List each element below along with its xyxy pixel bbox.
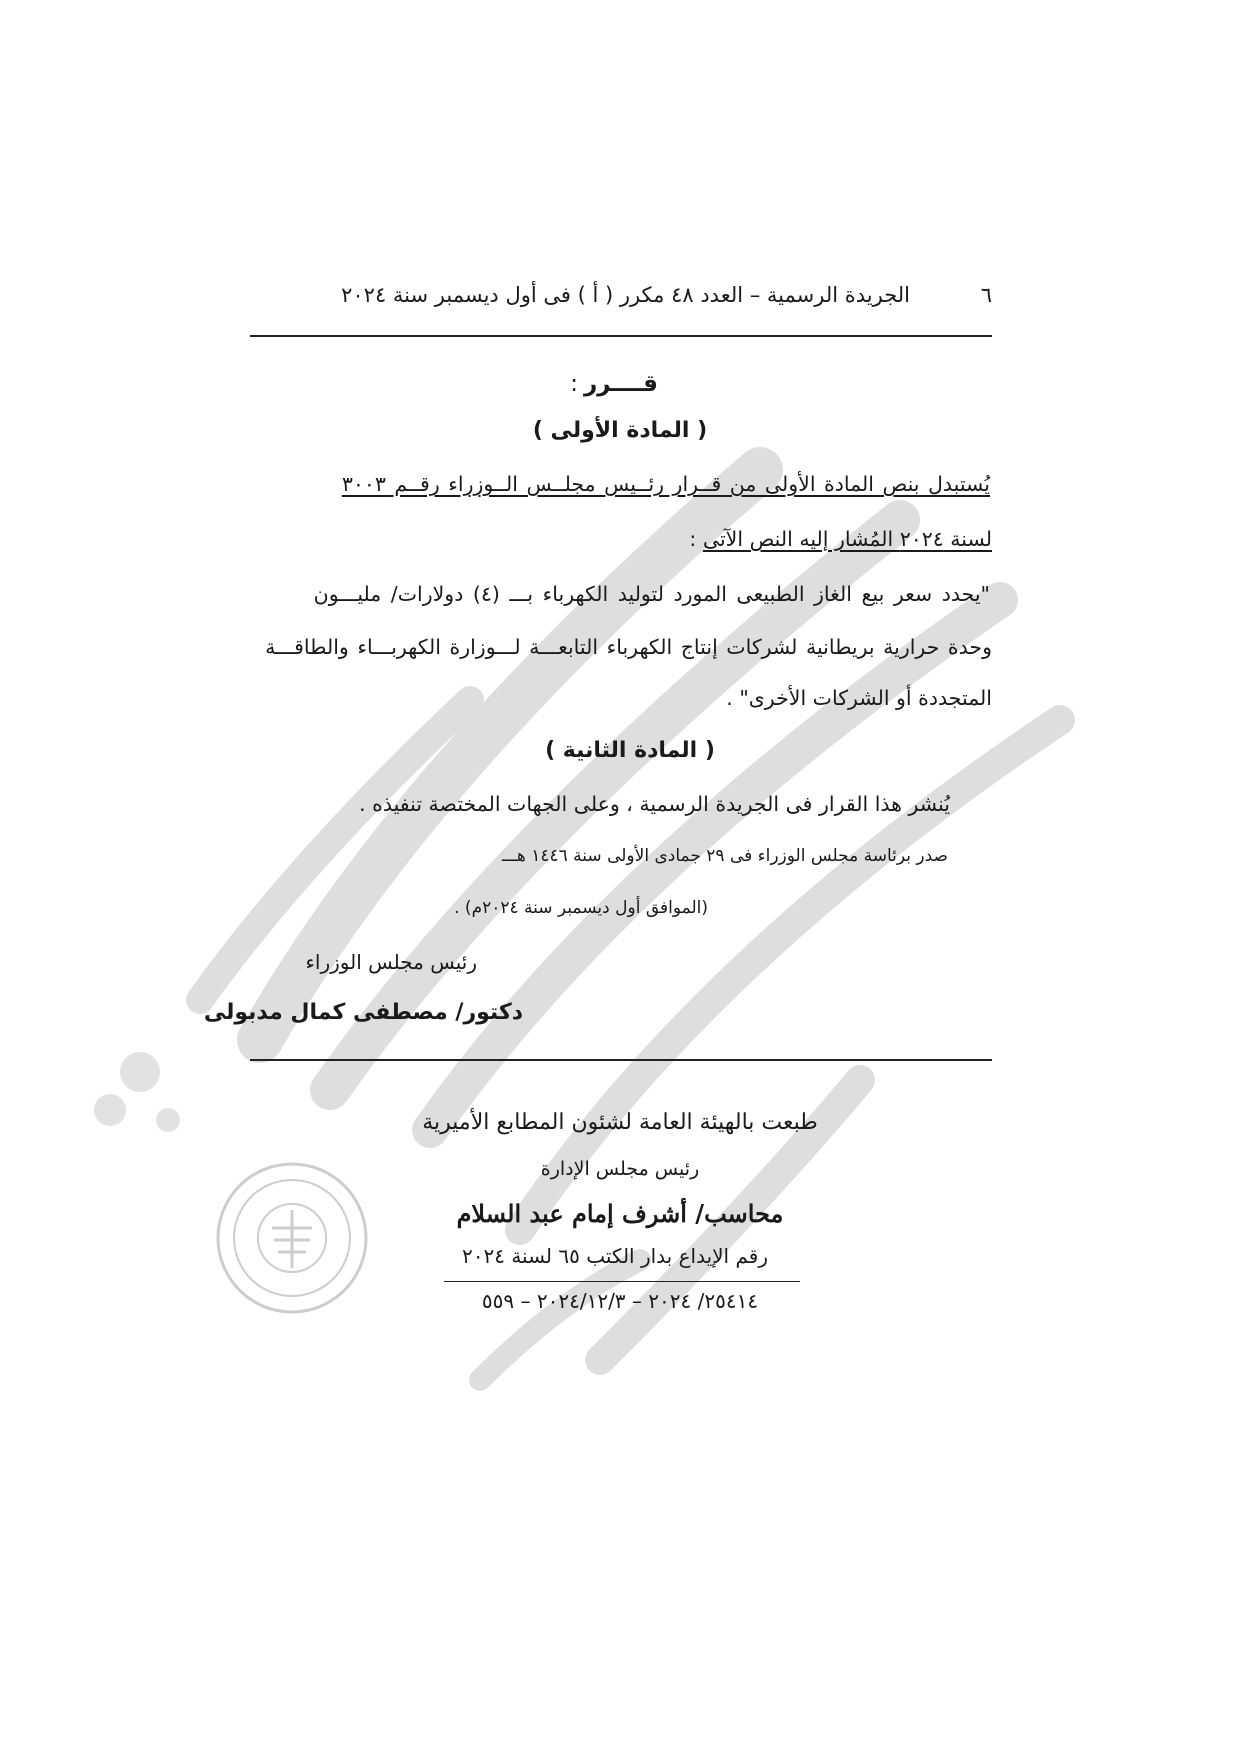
article-1-title: ( المادة الأولى ) (532, 418, 708, 443)
official-seal-icon (212, 1158, 372, 1318)
signatory-title: رئيس مجلس الوزراء (305, 950, 477, 974)
article-1-text-line-3: المتجددة أو الشركات الأخرى" . (726, 686, 992, 710)
page-header (252, 283, 992, 317)
deposit-number: رقم الإيداع بدار الكتب ٦٥ لسنة ٢٠٢٤ (462, 1244, 768, 1268)
page-number: ٦ (980, 283, 992, 307)
footer-divider (250, 1059, 992, 1061)
article-1-line-1: يُستبدل بنص المادة الأولى من قــرار رئــيس مجلــس الــوزراء رقــم ٣٠٠٣ (341, 472, 990, 496)
issuance-date-gregorian: (الموافق أول ديسمبر سنة ٢٠٢٤م) . (454, 898, 708, 918)
article-1-text-line-2: وحدة حرارية بريطانية لشركات إنتاج الكهرباء التابعـــة لـــوزارة الكهربـــاء والطاقـــة (265, 635, 992, 659)
board-chair-name: محاسب/ أشرف إمام عبد السلام (456, 1199, 784, 1228)
article-2-title: ( المادة الثانية ) (545, 738, 715, 763)
gazette-header-text: الجريدة الرسمية – العدد ٤٨ مكرر ( أ ) فى أول ديسمبر سنة ٢٠٢٤ (341, 283, 910, 307)
board-chair-title: رئيس مجلس الإدارة (540, 1158, 700, 1180)
registration-code: ٢٥٤١٤/ ٢٠٢٤ – ٢٠٢٤/١٢/٣ – ٥٥٩ (481, 1289, 759, 1313)
printer-statement: طبعت بالهيئة العامة لشئون المطابع الأميرية (422, 1110, 818, 1135)
decision-label: قــــرر (583, 371, 658, 397)
article-2-text: يُنشر هذا القرار فى الجريدة الرسمية ، وعلى الجهات المختصة تنفيذه . (359, 792, 950, 816)
article-1-text-line-1: "يحدد سعر بيع الغاز الطبيعى المورد لتوليد الكهرباء بـــ (٤) دولارات/ مليـــون (313, 582, 990, 606)
article-1-line-2-underlined: لسنة ٢٠٢٤ المُشار إليه النص الآتى (702, 527, 992, 551)
header-divider (250, 335, 992, 337)
deposit-divider (444, 1281, 800, 1282)
decision-colon: : (570, 371, 578, 397)
signatory-name: دكتور/ مصطفى كمال مدبولى (203, 1000, 523, 1025)
issuance-date-hijri: صدر برئاسة مجلس الوزراء فى ٢٩ جمادى الأولى سنة ١٤٤٦ هـــ (501, 846, 948, 866)
decision-heading (570, 371, 658, 397)
article-1-line-2-end: : (689, 527, 697, 551)
article-1-line-2 (689, 527, 992, 551)
